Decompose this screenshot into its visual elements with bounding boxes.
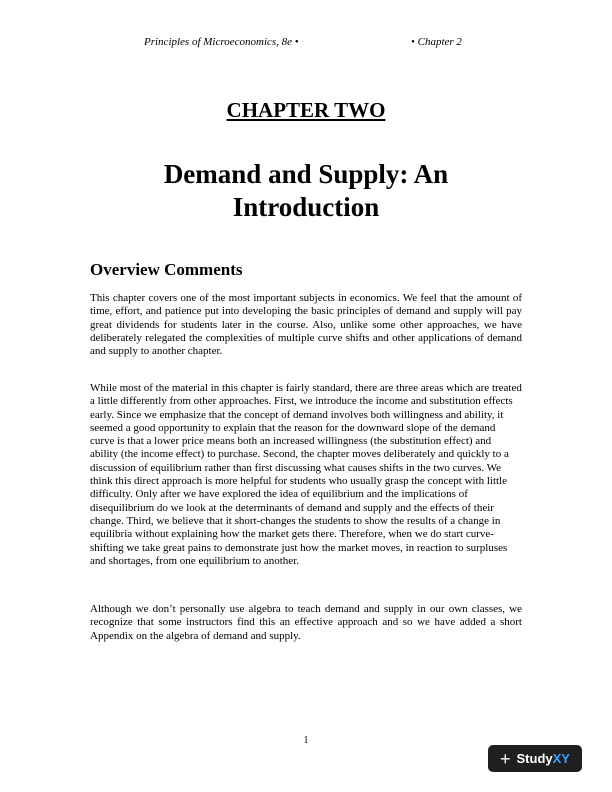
chapter-title: [90, 158, 522, 224]
chapter-label: CHAPTER TWO: [226, 98, 386, 122]
brand-accent: XY: [552, 751, 570, 766]
running-header-chapter: • Chapter 2: [411, 36, 462, 48]
chapter-title-line-2: Introduction: [232, 192, 380, 222]
brand-name: Study: [516, 751, 553, 766]
studyxy-badge[interactable]: [488, 745, 582, 772]
paragraph-3: Although we don’t personally use algebra to teach demand and supply in our own classes, we recognize that some instructors find this an effective approach and so we have added a short Appendix on the algebra of demand and supply.: [90, 603, 522, 642]
plus-icon: +: [500, 748, 511, 769]
running-header-book-title: Principles of Microeconomics, 8e •: [144, 36, 299, 48]
section-heading: Overview Comments: [90, 260, 243, 279]
paragraph-1: This chapter covers one of the most important subjects in economics. We feel that the amount of time, effort, and patience put into developing the basic principles of demand and supply will pay great dividends for students later in the course. Also, unlike some other approaches, we have deliberately relegated the complexities of multiple curve shifts and other applications of demand and supply to another chapter.: [90, 292, 522, 358]
paragraph-2: While most of the material in this chapter is fairly standard, there are three areas which are treated a little differently from other approaches. First, we introduce the income and substitution effects early. Since we emphasize that the concept of demand involves both willingness and ability, it seemed a good opportunity to explain that the reason for the downward slope of the demand curve is that a lower price means both an increased willingness (the substitution effect) and ability (the income effect) to purchase. Second, the chapter moves deliberately and quickly to a discussion of equilibrium rather than first discussing what causes shifts in the two curves. We think this direct approach is more helpful for students who usually grasp the concept with little difficulty. Only after we have explored the idea of equilibrium and the implications of disequilibrium do we look at the determinants of demand and supply and the effects of their change. Third, we believe that it short-changes the students to show the results of a change in equilibria without explaining how the market gets there. Therefore, when we do start curve-shifting we take great pains to demonstrate just how the market moves, in reaction to surpluses and shortages, from one equilibrium to another.: [90, 382, 522, 567]
page-number: 1: [303, 735, 309, 746]
chapter-title-line-1: Demand and Supply: An: [163, 159, 449, 189]
